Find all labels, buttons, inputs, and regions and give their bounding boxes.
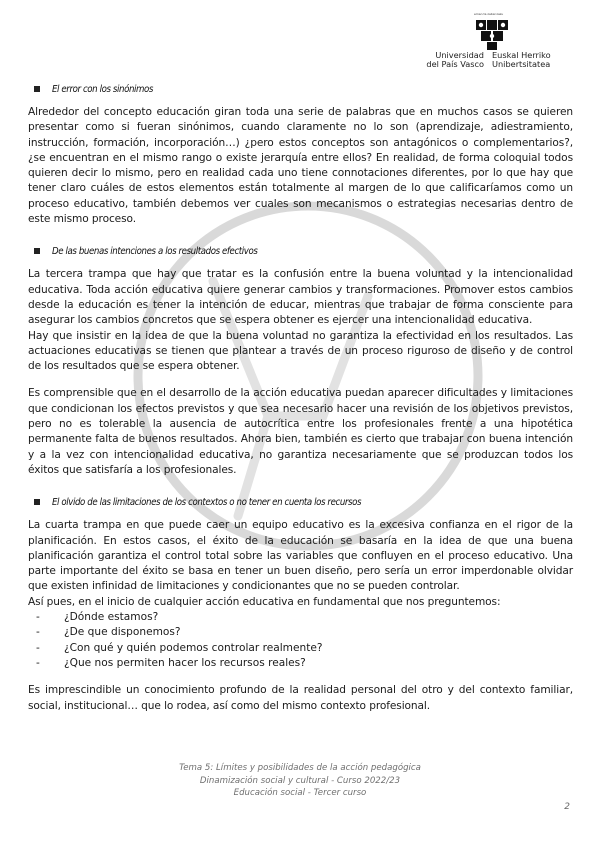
logo-text-spanish <box>422 51 484 69</box>
section-title: El error con los sinónimos <box>52 83 154 95</box>
section-heading <box>28 242 573 260</box>
footer-line-degree: Educación social - Tercer curso <box>233 788 367 798</box>
paragraph: Es imprescindible un conocimiento profundo de la realidad personal del otro y del contexto familiar, social, institucional… que lo rodea, así como del mismo contexto profesional. <box>28 684 573 712</box>
list-item: - ¿Que nos permiten hacer los recursos reales? <box>36 656 573 671</box>
paragraph: Alrededor del concepto educación giran toda una serie de palabras que en muchos casos se quieren presentar como si fueran sinónimos, cuando claramente no lo son (aprendizaje, adiestramiento, instrucción, formación, incorporación…) ¿pero estos conceptos son antagónicos o complementarios?, ¿se encuentran en el mismo rango o existe jerarquía entre ellos? En realidad, de forma coloquial todos quieren decir lo mismo, pero en realidad cada uno tiene connotaciones diferentes, por lo que hay que tener claro cuáles de estos elementos están totalmente al margen de lo que calificaríamos como un proceso educativo, también debemos ver cuales son mecanismos o estrategias necesarias dentro de este mismo proceso. <box>28 106 573 226</box>
section-title: De las buenas intenciones a los resultados efectivos <box>52 245 258 257</box>
paragraph: La tercera trampa que hay que tratar es la confusión entre la buena voluntad y la intencionalidad educativa. Toda acción educativa quiere generar cambios y transformaciones. Promover estos cambios desde la educación es tener la intención de educar, mientras que trabajar de forma consciente para asegurar los cambios concretos que se espera obtener es ejercer una intencionalidad educativa. <box>28 268 573 327</box>
logo-text-basque <box>492 51 562 69</box>
paragraph: Así pues, en el inicio de cualquier acción educativa en fundamental que nos preguntemos: <box>28 595 501 608</box>
section-heading <box>28 493 573 511</box>
footer-line-course: Dinamización social y cultural - Curso 2022/23 <box>199 775 401 786</box>
section-heading <box>28 80 573 98</box>
document-body <box>28 80 573 714</box>
page-footer <box>0 762 600 800</box>
square-bullet-icon <box>34 248 40 254</box>
list-item-text: ¿Con qué y quién podemos controlar realmente? <box>64 641 323 654</box>
list-item-text: ¿De que disponemos? <box>64 626 181 639</box>
list-item-text: ¿Que nos permiten hacer los recursos reales? <box>64 656 306 669</box>
square-bullet-icon <box>34 499 40 505</box>
page-number: 2 <box>564 802 570 812</box>
logo-text-basque-line1: Euskal Herriko <box>492 50 551 60</box>
logo-text-spanish-line1: Universidad <box>435 50 484 60</box>
list-item: - ¿Dónde estamos? <box>36 610 573 625</box>
square-bullet-icon <box>34 86 40 92</box>
list-item: - ¿Con qué y quién podemos controlar realmente? <box>36 641 573 656</box>
list-item-text: ¿Dónde estamos? <box>64 611 159 624</box>
university-logo <box>426 12 570 72</box>
logo-motto: eman ta zabal zazu <box>474 12 504 16</box>
footer-line-topic: Tema 5: Límites y posibilidades de la acción pedagógica <box>179 763 421 773</box>
paragraph: Es comprensible que en el desarrollo de la acción educativa puedan aparecer dificultades y limitaciones que condicionan los efectos previstos y que sea necesario hacer una revisión de los objetivos previstos, pero no es tolerable la ausencia de autocrítica entre los profesionales frente a una hipotética permanente falta de buenos resultados. Ahora bien, también es cierto que trabajar con buena intención y a la vez con intencionalidad educativa, no garantiza necesariamente que se produzcan todos los éxitos que satisfaría a los profesionales. <box>28 387 573 476</box>
section-title: El olvido de las limitaciones de los contextos o no tener en cuenta los recursos <box>52 496 362 508</box>
question-list <box>28 610 573 671</box>
paragraph: Hay que insistir en la idea de que la buena voluntad no garantiza la efectividad en los resultados. Las actuaciones educativas se tienen que plantear a través de un proceso riguroso de diseño y de control de los resultados que se espera obtener. <box>28 329 573 373</box>
list-item: - ¿De que disponemos? <box>36 625 573 640</box>
paragraph: La cuarta trampa en que puede caer un equipo educativo es la excesiva confianza en el rigor de la planificación. En estos casos, el éxito de la educación se basaría en la idea de que una buena planificación garantiza el control total sobre las variables que confluyen en el proceso educativo. Una parte importante del éxito se basa en tener un buen diseño, pero sería un error imperdonable olvidar que existen infinidad de limitaciones y condicionantes que no se pueden controlar. <box>28 519 573 593</box>
logo-text-basque-line2: Unibertsitatea <box>492 59 551 69</box>
logo-text-spanish-line2: del País Vasco <box>426 59 484 69</box>
upv-ehu-logo-mark-icon <box>472 16 512 52</box>
